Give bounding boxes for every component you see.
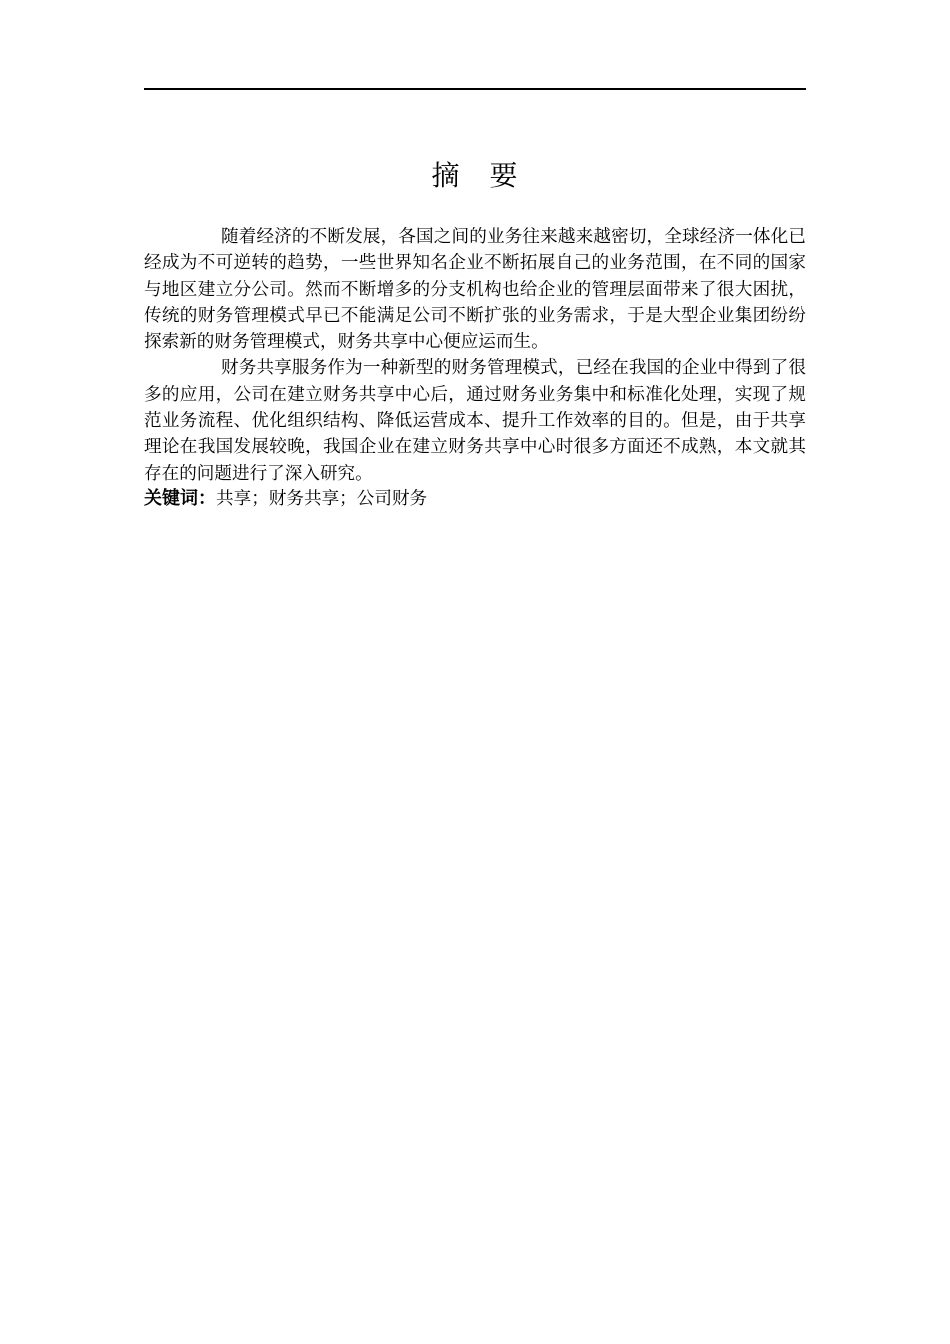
keywords-text: 共享；财务共享；公司财务: [216, 489, 428, 509]
page-title: 摘 要: [431, 159, 519, 192]
keywords-line: [144, 486, 806, 512]
keywords-label: 关键词：: [144, 488, 216, 509]
abstract-paragraph-1: 随着经济的不断发展，各国之间的业务往来越来越密切，全球经济一体化已经成为不可逆转的趋势，一些世界知名企业不断拓展自己的业务范围，在不同的国家与地区建立分公司。然而不断增多的分支机构也给企业的管理层面带来了很大困扰，传统的财务管理模式早已不能满足公司不断扩张的业务需求，于是大型企业集团纷纷探索新的财务管理模式，财务共享中心便应运而生。: [144, 227, 806, 353]
header-rule: [144, 88, 806, 90]
abstract-body: [144, 224, 806, 487]
abstract-paragraph-2: 财务共享服务作为一种新型的财务管理模式，已经在我国的企业中得到了很多的应用，公司在建立财务共享中心后，通过财务业务集中和标准化处理，实现了规范业务流程、优化组织结构、降低运营成本、提升工作效率的目的。但是，由于共享理论在我国发展较晚，我国企业在建立财务共享中心时很多方面还不成熟，本文就其存在的问题进行了深入研究。: [144, 358, 806, 484]
